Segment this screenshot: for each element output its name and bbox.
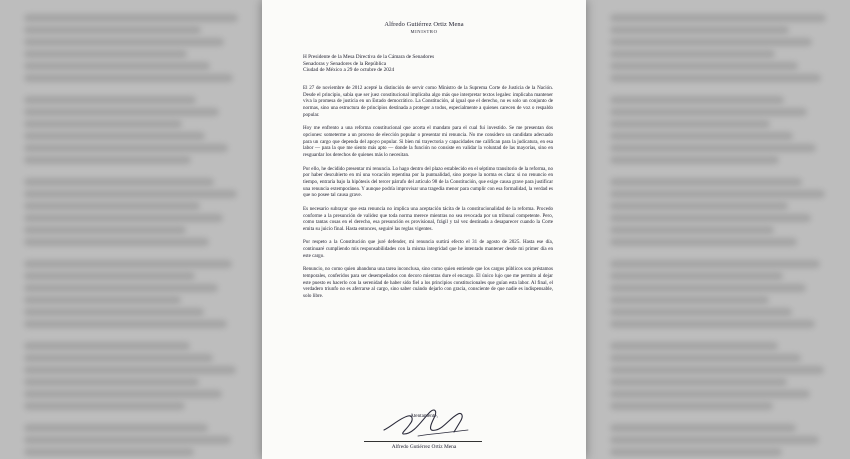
- blurred-text-line: [610, 108, 807, 116]
- blurred-text-line: [24, 366, 236, 374]
- blurred-text-line: [610, 238, 797, 246]
- closing: Atentamente,: [410, 413, 438, 419]
- blurred-text-line: [24, 378, 199, 386]
- blurred-text-line: [24, 226, 186, 234]
- blurred-text-line: [24, 178, 214, 186]
- blurred-text-line: [610, 272, 783, 280]
- blurred-text-line: [610, 296, 769, 304]
- blurred-text-line: [610, 284, 806, 292]
- paragraph: Por ello, he decidido presentar mi renuncia. Lo hago dentro del plazo establecido en el séptimo transitorio de la reforma, no por haber descubierto en mí una vocación repentina por la puntualidad, sino porque la norma es clara: si no renuncio en tiempo, entraría bajo la hipótesis del tercer párrafo del artículo 98 de la Constitución, que exige causa grave para justificar una renuncia extemporánea. Y aunque podría improvisar una tragedia menor para cumplir con esa formalidad, la verdad es que no posee tal causa grave.: [303, 165, 553, 199]
- blurred-text-line: [610, 156, 779, 164]
- blurred-text-line: [610, 214, 811, 222]
- paragraph: El 27 de noviembre de 2012 acepté la distinción de servir como Ministro de la Suprema Corte de Justicia de la Nación. Desde el principio, sabía que ser juez constitucional implicaba algo más que interpretar textos legales: implicaba mantener viva la promesa de justicia en un Estado democrático. La Constitución, al igual que el derecho, no es solo un conjunto de normas, sino una estructura de principios destinada a proteger a todos, especialmente a quienes carecen de voz o respaldo popular.: [303, 85, 553, 118]
- blurred-text-line: [610, 202, 788, 210]
- blurred-text-line: [24, 272, 195, 280]
- blurred-text-line: [610, 96, 784, 104]
- blurred-text-line: [610, 436, 819, 444]
- blurred-text-line: [24, 354, 213, 362]
- blurred-text-line: [24, 296, 181, 304]
- blurred-text-line: [24, 202, 200, 210]
- address-date: Ciudad de México a 29 de octubre de 2024: [303, 67, 395, 74]
- blurred-text-line: [610, 26, 789, 34]
- blurred-text-line: [610, 178, 802, 186]
- blurred-text-line: [610, 132, 793, 140]
- blurred-text-line: [610, 448, 782, 456]
- blurred-text-line: [24, 156, 191, 164]
- blurred-text-line: [24, 38, 224, 46]
- paragraph: Es necesario subrayar que esta renuncia no implica una aceptación tácita de la constitucionalidad de la reforma. Procedo conforme a la presunción de validez que toda norma merece mientras no sea revocada por un tribunal competente. Pero, como tantas cosas en el derecho, esa presunción es provisional, frágil y tal vez destinada a desaparecer cuando la Corte emita su juicio final. Hasta entonces, seguiré las reglas vigentes.: [303, 205, 553, 232]
- blurred-text-line: [24, 436, 231, 444]
- blurred-text-line: [610, 74, 821, 82]
- blurred-text-line: [24, 96, 196, 104]
- blurred-text-line: [610, 320, 815, 328]
- letterhead: [262, 21, 586, 34]
- blurred-text-line: [24, 448, 194, 456]
- blurred-text-line: [24, 74, 233, 82]
- blurred-text-line: [24, 238, 209, 246]
- blurred-text-line: [24, 120, 182, 128]
- blurred-text-line: [610, 308, 792, 316]
- handwritten-signature: [378, 400, 474, 444]
- blurred-text-line: [610, 390, 810, 398]
- blurred-text-line: [24, 424, 208, 432]
- paragraph: Por respeto a la Constitución que juré defender, mi renuncia surtirá efecto el 31 de agosto de 2025. Hasta ese día, continuaré cumpliendo mis responsabilidades con la misma integridad que he intentado mantener desde mi primer día en este cargo.: [303, 239, 553, 259]
- blurred-text-line: [24, 144, 228, 152]
- blurred-text-line: [24, 342, 190, 350]
- blurred-text-line: [24, 390, 222, 398]
- blurred-text-line: [610, 144, 816, 152]
- blurred-text-line: [24, 50, 187, 58]
- signature-line: [364, 441, 482, 442]
- blurred-text-line: [610, 226, 774, 234]
- address-line: H Presidente de la Mesa Directiva de la Cámara de Senadores: [303, 54, 435, 60]
- blurred-background-left: [0, 0, 262, 459]
- blurred-text-line: [610, 190, 825, 198]
- blurred-text-line: [24, 108, 219, 116]
- signature-name: Alfredo Gutiérrez Ortiz Mena: [391, 444, 457, 450]
- blurred-text-line: [610, 50, 775, 58]
- blurred-text-line: [24, 284, 218, 292]
- blurred-text-line: [610, 38, 812, 46]
- letter-page: [262, 0, 586, 459]
- blurred-text-line: [610, 260, 820, 268]
- blurred-text-line: [610, 424, 796, 432]
- letterhead-role: MINISTRO: [410, 29, 438, 34]
- blurred-background-right: [586, 0, 850, 459]
- blurred-text-line: [610, 14, 826, 22]
- blurred-text-line: [610, 354, 801, 362]
- blurred-text-line: [24, 26, 201, 34]
- address-line: Senadoras y Senadores de la República: [303, 60, 387, 67]
- blurred-text-line: [610, 402, 773, 410]
- blurred-text-line: [24, 320, 227, 328]
- letterhead-name: Alfredo Gutiérrez Ortiz Mena: [384, 21, 464, 28]
- blurred-text-line: [610, 120, 770, 128]
- blurred-text-line: [24, 308, 204, 316]
- blurred-text-line: [24, 214, 223, 222]
- blurred-text-line: [24, 14, 238, 22]
- blurred-text-line: [24, 132, 205, 140]
- blurred-text-line: [610, 378, 787, 386]
- letter-body: [303, 85, 553, 307]
- paragraph: Renuncio, no como quien abandona una tarea inconclusa, sino como quien entiende que los cargos públicos son préstamos temporales, conferidos para ser desempeñados con decoro mientras dure el encargo. El único lujo que me permito al dejar este puesto es hacerlo con la serenidad de haber sido fiel a los principios constitucionales que guían esta labor. Al final, el verdadero triunfo no es aferrarse al cargo, sino saber cuándo dejarlo con gracia, consciente de que nadie es indispensable, solo libre.: [303, 266, 553, 300]
- paragraph: Hoy me enfrento a una reforma constitucional que acorta el mandato para el cual fui investido. Se me presentan dos opciones: someterme a un proceso de elección popular o presentar mi renuncia. No me considero un candidato adecuado para un cargo que dependa del apoyo popular. Si bien mi trayectoria y capacidades me califican para la judicatura, en esa labor — para la que me siento más apto — donde la función no consiste en validar la voluntad de las mayorías, sino en resguardar los derechos de quienes más lo necesitan.: [303, 125, 553, 158]
- blurred-text-line: [24, 402, 185, 410]
- recipient-address: [303, 54, 434, 74]
- blurred-text-line: [24, 62, 210, 70]
- blurred-text-line: [610, 366, 824, 374]
- blurred-text-line: [24, 260, 232, 268]
- blurred-text-line: [610, 342, 778, 350]
- blurred-text-line: [610, 62, 798, 70]
- blurred-text-line: [24, 190, 237, 198]
